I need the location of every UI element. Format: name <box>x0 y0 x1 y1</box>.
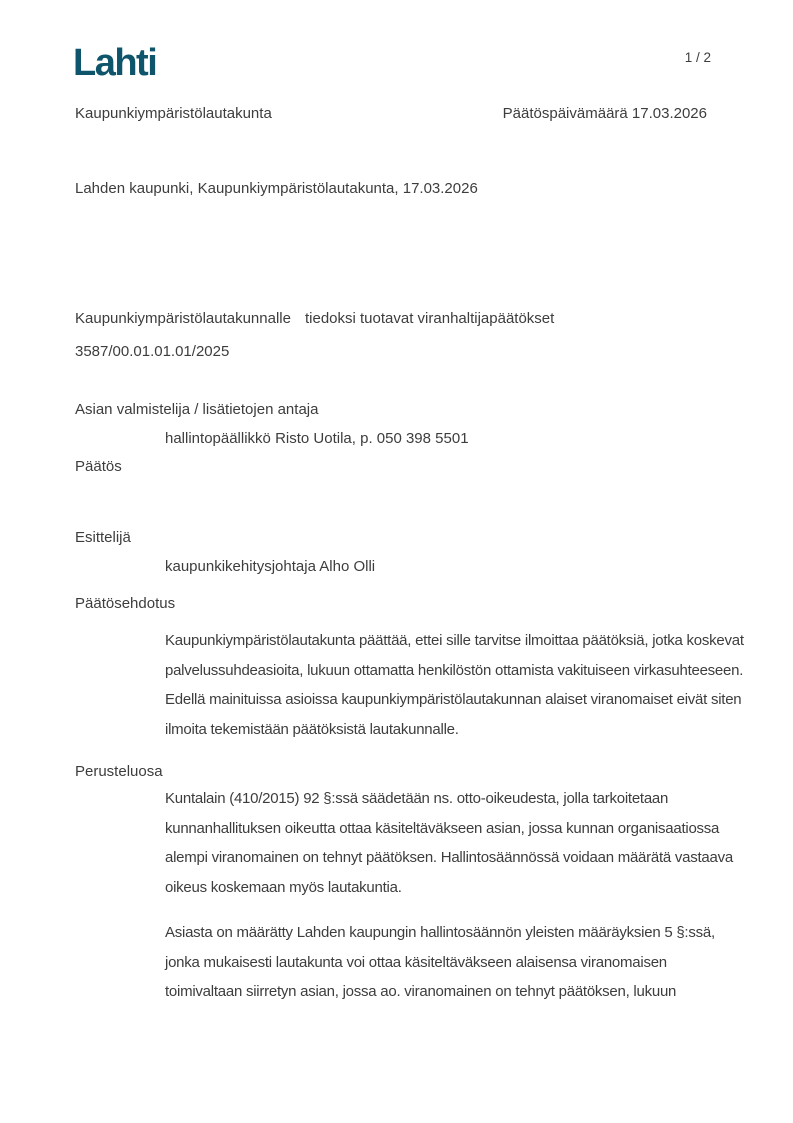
paragraph-perusteluosa-1: Kuntalain (410/2015) 92 §:ssä säädetään ns. otto-oikeudesta, jolla tarkoitetaan kunnanhallituksen oikeutta ottaa käsiteltäväkseen asian, jossa kunnan organisaatiossa alempi viranomainen on tehnyt päätöksen. Hallintosäännössä voidaan määrätä vastaava oikeus koskemaan myös lautakuntia. <box>165 790 733 897</box>
section-label-esittelija: Esittelijä <box>75 529 131 546</box>
document-title <box>75 310 554 327</box>
lahti-logo: Lahti <box>73 42 157 84</box>
section-label-paatosehdotus: Päätösehdotus <box>75 595 176 612</box>
case-number: 3587/00.01.01.01/2025 <box>75 343 230 360</box>
document-title-part2: tiedoksi tuotavat viranhaltijapäätökset <box>304 310 555 327</box>
committee-name: Kaupunkiympäristölautakunta <box>75 105 272 122</box>
document-title-part1: Kaupunkiympäristölautakunnalle <box>75 310 291 327</box>
section-label-paatos: Päätös <box>75 458 122 475</box>
paragraph-perusteluosa-2: Asiasta on määrätty Lahden kaupungin hallintosäännön yleisten määräyksien 5 §:ssä, jonka mukaisesti lautakunta voi ottaa käsiteltäväkseen alaisensa viranomaisen toimivaltaan siirretyn asian, jossa ao. viranomainen on tehnyt päätöksen, lukuun <box>165 924 715 1001</box>
section-label-perusteluosa: Perusteluosa <box>75 763 163 780</box>
section-content-esittelija: kaupunkikehitysjohtaja Alho Olli <box>165 558 376 575</box>
decision-date: Päätöspäivämäärä 17.03.2026 <box>502 105 707 122</box>
document-header-row <box>75 105 707 122</box>
organization-line: Lahden kaupunki, Kaupunkiympäristölautakunta, 17.03.2026 <box>75 180 478 197</box>
page-number: 1 / 2 <box>684 50 711 65</box>
section-content-valmistelija: hallintopäällikkö Risto Uotila, p. 050 398 5501 <box>165 430 469 447</box>
paragraph-paatosehdotus: Kaupunkiympäristölautakunta päättää, ettei sille tarvitse ilmoittaa päätöksiä, jotka koskevat palvelussuhdeasioita, lukuun ottamatta henkilöstön ottamista vakituiseen virkasuhteeseen. Edellä mainituissa asioissa kaupunkiympäristölautakunnan alaiset viranomaiset eivät siten ilmoita tekemistään päätöksistä lautakunnalle. <box>165 632 744 739</box>
section-label-valmistelija: Asian valmistelija / lisätietojen antaja <box>75 401 319 418</box>
